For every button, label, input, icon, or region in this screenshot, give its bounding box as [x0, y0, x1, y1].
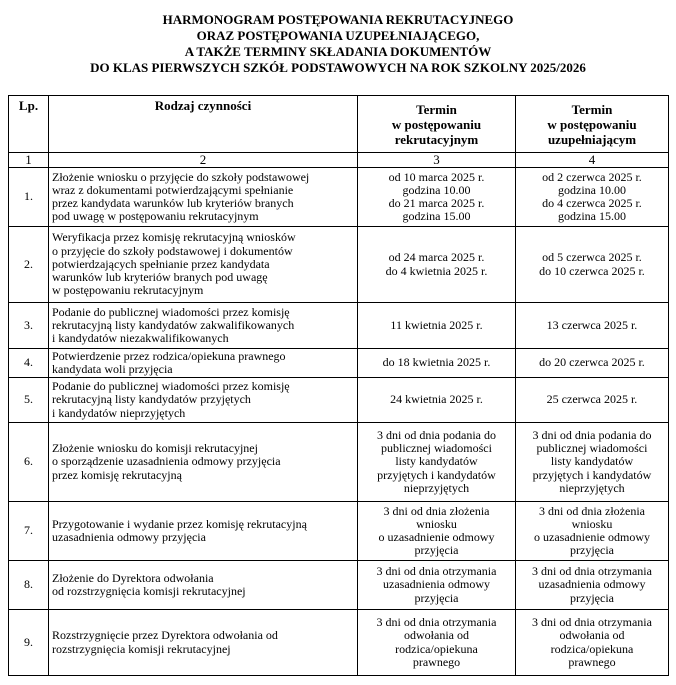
table-row: [9, 378, 669, 423]
table-row: [9, 502, 669, 561]
term-main-cell-line: rodzica/opiekuna: [395, 641, 478, 656]
schedule-table: [8, 95, 669, 676]
activity-cell-line: Złożenie do Dyrektora odwołania: [52, 570, 214, 585]
term-main-cell-line: od 24 marca 2025 r.: [388, 250, 485, 265]
activity-cell: [49, 303, 358, 349]
term-supp-cell-line: o uzasadnienie odmowy: [534, 530, 650, 544]
term-main-cell-line: 24 kwietnia 2025 r.: [390, 392, 483, 407]
document-heading: [0, 12, 676, 76]
term-main-cell-line: 3 dni od dnia otrzymania: [376, 564, 497, 579]
activity-cell-line: pod uwagę w postępowaniu rekrutacyjnym: [52, 209, 259, 224]
term-supp-cell-line: listy kandydatów: [550, 454, 634, 469]
term-supp-cell-line: od 2 czerwca 2025 r.: [542, 169, 642, 184]
term-main-cell-line: publicznej wiadomości: [381, 441, 492, 456]
activity-cell-line: o przyjęcie do szkoły podstawowej i dokumentów: [52, 243, 293, 258]
term-main-cell-line: godzina 10.00: [402, 182, 471, 197]
column-number: 4: [516, 153, 669, 168]
activity-cell-line: w postępowaniu rekrutacyjnym: [52, 283, 204, 298]
activity-cell-line: Podanie do publicznej wiadomości przez komisję: [52, 304, 290, 319]
activity-cell-line: Weryfikacja przez komisję rekrutacyjną wniosków: [52, 230, 296, 245]
activity-cell: [49, 168, 358, 227]
term-supp-cell-line: 25 czerwca 2025 r.: [546, 392, 638, 407]
heading-line-1: HARMONOGRAM POSTĘPOWANIA REKRUTACYJNEGO: [162, 12, 514, 27]
term-main-cell-line: 3 dni od dnia złożenia: [383, 503, 490, 518]
term-main-cell-line: 3 dni od dnia podania do: [377, 427, 496, 442]
column-number: 3: [358, 153, 516, 168]
heading-line-4: DO KLAS PIERWSZYCH SZKÓŁ PODSTAWOWYCH NA ROK SZKOLNY 2025/2026: [90, 60, 586, 75]
term-supp-cell: [516, 349, 669, 378]
term-main-cell-line: odwołania od: [404, 628, 469, 643]
column-number: 2: [49, 153, 358, 168]
term-main-cell-line: o uzasadnienie odmowy: [378, 530, 495, 544]
activity-cell: [49, 502, 358, 561]
term-main-cell: [358, 349, 516, 378]
activity-cell: [49, 378, 358, 423]
term-main-cell: [358, 303, 516, 349]
header-lp: Lp.: [9, 96, 49, 153]
row-number: 9.: [9, 610, 49, 676]
term-main-cell: [358, 227, 516, 303]
activity-cell-line: Podanie do publicznej wiadomości przez komisję: [52, 379, 290, 394]
activity-cell-line: kandydata woli przyjęcia: [52, 362, 173, 376]
term-main-cell: [358, 423, 516, 502]
term-supp-cell-line: 3 dni od dnia otrzymania: [532, 564, 652, 579]
term-supp-cell-line: godzina 10.00: [558, 182, 626, 197]
term-supp-cell: [516, 303, 669, 349]
term-supp-cell: [516, 423, 669, 502]
term-main-cell-line: listy kandydatów: [395, 454, 478, 469]
term-supp-cell-line: rodzica/opiekuna: [550, 641, 634, 656]
term-supp-cell: [516, 168, 669, 227]
term-supp-cell-line: przyjęcia: [570, 590, 614, 605]
header-term-supp: Termin w postępowaniu uzupełniającym: [516, 96, 669, 153]
row-number: 5.: [9, 378, 49, 423]
activity-cell-line: Przygotowanie i wydanie przez komisję rekrutacyjną: [52, 516, 307, 531]
term-main-cell-line: godzina 15.00: [402, 209, 471, 224]
activity-cell-line: potwierdzających spełnianie przez kandydata: [52, 256, 270, 271]
term-main-cell-line: 11 kwietnia 2025 r.: [390, 317, 483, 332]
table-row: [9, 423, 669, 502]
term-supp-cell-line: nieprzyjętych: [559, 480, 625, 495]
term-supp-cell-line: uzasadnienia odmowy: [538, 577, 646, 592]
heading-line-2: ORAZ POSTĘPOWANIA UZUPEŁNIAJĄCEGO,: [196, 28, 480, 43]
row-number: 1.: [9, 168, 49, 227]
activity-cell-line: Rozstrzygnięcie przez Dyrektora odwołania od: [52, 628, 278, 643]
term-supp-cell-line: wniosku: [571, 516, 613, 531]
activity-cell-line: warunków lub kryteriów branych pod uwagę: [52, 270, 268, 285]
header-activity: Rodzaj czynności: [49, 96, 358, 153]
term-main-cell-line: wniosku: [416, 516, 457, 531]
row-number: 8.: [9, 561, 49, 610]
column-number-row: [9, 153, 669, 168]
activity-cell: [49, 561, 358, 610]
heading-line-3: A TAKŻE TERMINY SKŁADANIA DOKUMENTÓW: [184, 44, 492, 59]
activity-cell-line: Złożenie wniosku do komisji rekrutacyjnej: [52, 441, 258, 456]
table-row: [9, 303, 669, 349]
term-main-cell-line: do 4 kwietnia 2025 r.: [385, 263, 488, 278]
term-main-cell-line: uzasadnienia odmowy: [383, 577, 490, 592]
row-number: 6.: [9, 423, 49, 502]
activity-cell: [49, 423, 358, 502]
term-supp-cell-line: prawnego: [568, 654, 616, 669]
header-row: [9, 96, 669, 153]
activity-cell-line: od rozstrzygnięcia komisji rekrutacyjnej: [52, 584, 246, 598]
term-main-cell: [358, 561, 516, 610]
header-term-main: Termin w postępowaniu rekrutacyjnym: [358, 96, 516, 153]
term-main-cell-line: do 18 kwietnia 2025 r.: [382, 355, 491, 370]
term-main-cell-line: przyjęcia: [414, 590, 459, 605]
row-number: 3.: [9, 303, 49, 349]
activity-cell-line: i kandydatów nieprzyjętych: [52, 405, 186, 420]
term-supp-cell: [516, 610, 669, 676]
table-row: [9, 610, 669, 676]
activity-cell-line: Złożenie wniosku o przyjęcie do szkoły podstawowej: [52, 169, 310, 184]
term-supp-cell-line: odwołania od: [559, 628, 625, 643]
table-row: [9, 349, 669, 378]
term-supp-cell-line: publicznej wiadomości: [536, 441, 648, 456]
term-main-cell: [358, 378, 516, 423]
term-supp-cell-line: 3 dni od dnia złożenia: [539, 503, 645, 518]
activity-cell-line: uzasadnienia odmowy przyjęcia: [52, 530, 206, 544]
activity-cell-line: i kandydatów niezakwalifikowanych: [52, 331, 229, 346]
activity-cell-line: rozstrzygnięcia komisji rekrutacyjnej: [52, 641, 231, 656]
activity-cell: [49, 227, 358, 303]
table-row: [9, 168, 669, 227]
term-supp-cell-line: do 4 czerwca 2025 r.: [542, 196, 642, 210]
term-main-cell-line: 3 dni od dnia otrzymania: [376, 615, 497, 630]
row-number: 2.: [9, 227, 49, 303]
table-row: [9, 561, 669, 610]
term-main-cell: [358, 502, 516, 561]
term-supp-cell: [516, 561, 669, 610]
term-supp-cell-line: 13 czerwca 2025 r.: [546, 317, 638, 332]
activity-cell: [49, 349, 358, 378]
term-main-cell: [358, 168, 516, 227]
row-number: 4.: [9, 349, 49, 378]
term-supp-cell-line: 3 dni od dnia podania do: [532, 427, 652, 442]
activity-cell-line: przez komisję rekrutacyjną: [52, 467, 182, 482]
term-supp-cell: [516, 502, 669, 561]
term-main-cell-line: do 21 marca 2025 r.: [388, 196, 485, 210]
activity-cell-line: rekrutacyjną listy kandydatów przyjętych: [52, 392, 251, 407]
term-supp-cell-line: do 20 czerwca 2025 r.: [539, 355, 645, 370]
term-supp-cell: [516, 378, 669, 423]
activity-cell: [49, 610, 358, 676]
column-number: 1: [9, 153, 49, 168]
term-supp-cell-line: do 10 czerwca 2025 r.: [539, 263, 645, 278]
term-supp-cell: [516, 227, 669, 303]
activity-cell-line: przez kandydata warunków lub kryteriów branych: [52, 196, 294, 210]
term-main-cell: [358, 610, 516, 676]
activity-cell-line: o sporządzenie uzasadnienia odmowy przyjęcia: [52, 454, 281, 469]
table-row: [9, 227, 669, 303]
term-main-cell-line: przyjęcia: [414, 543, 459, 558]
activity-cell-line: rekrutacyjną listy kandydatów zakwalifikowanych: [52, 317, 295, 332]
activity-cell-line: Potwierdzenie przez rodzica/opiekuna prawnego: [52, 348, 286, 363]
term-main-cell-line: przyjętych i kandydatów: [377, 467, 496, 482]
row-number: 7.: [9, 502, 49, 561]
term-main-cell-line: nieprzyjętych: [403, 480, 470, 495]
term-supp-cell-line: godzina 15.00: [558, 209, 626, 224]
term-supp-cell-line: przyjętych i kandydatów: [532, 467, 652, 482]
term-main-cell-line: od 10 marca 2025 r.: [388, 169, 485, 184]
activity-cell-line: wraz z dokumentami potwierdzającymi spełnianie: [52, 182, 294, 197]
term-supp-cell-line: 3 dni od dnia otrzymania: [532, 615, 652, 630]
term-main-cell-line: prawnego: [412, 654, 461, 669]
term-supp-cell-line: przyjęcia: [570, 543, 614, 558]
term-supp-cell-line: od 5 czerwca 2025 r.: [542, 250, 642, 265]
